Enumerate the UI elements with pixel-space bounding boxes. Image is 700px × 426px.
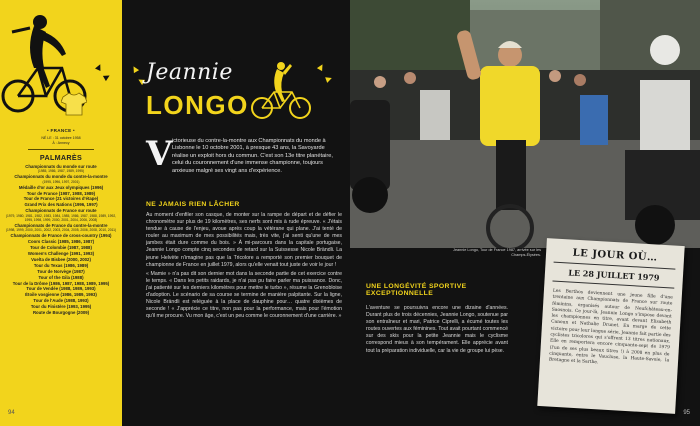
palmares-item bbox=[3, 252, 119, 256]
palmares-item bbox=[3, 258, 119, 262]
newspaper-clipping bbox=[537, 238, 684, 414]
clipping-date: LE 28 JUILLET 1979 bbox=[568, 267, 660, 283]
race-photo-image bbox=[350, 0, 700, 248]
palmares-item-title: Route de Bourgogne (2009) bbox=[32, 310, 90, 316]
palmares-item-title: Tour of the Gila (1988) bbox=[38, 274, 84, 280]
palmares-item-years: (1979, 1980, 1981, 1982, 1983, 1984, 1985, 1986, 1987, 1988, 1989, 1992, 1995, 1998, 1999, 2000, 2001, 2004, 2006, 2008) bbox=[5, 213, 117, 223]
palmares-item bbox=[3, 224, 119, 233]
palmares-item-title: Tour de la Drôme (1986, 1987, 1988, 1989, 1995) bbox=[12, 280, 110, 286]
palmares-item-years: (1985, 1986, 1987, 1989, 1995) bbox=[37, 169, 85, 174]
palmares-item-years: (1995, 1996, 1997, 2001) bbox=[42, 179, 80, 184]
paragraph: Au moment d'enfiler son casque, de monter sur la rampe de départ et de défier le chronomètre sur plus de 19 kilomètres, ses nerfs sont mis à rude épreuve. « J'étais tendue à cause de l'enjeu, avoue après coup la vétérane qui plane. J'ai tenté de rouler au maximum de mes possibilités mais, très vite, j'ai senti qu'une de mes jambes était dure comme du bois. » À mi-parcours dans la capitale portugaise, Jeannie Longo compte cinq secondes de retard sur la Suissesse Nicole Brändli. La jeune Helvète n'imagine pas que la Tricolore a remporté son premier bouquet de championne de France en juillet 1979, alors qu'elle venait tout juste de voir le jour ! bbox=[146, 212, 342, 268]
page-number-left: 94 bbox=[8, 410, 15, 416]
page-number-right: 95 bbox=[683, 410, 690, 416]
palmares-item-title: Tour de l'Aude (1988, 1993) bbox=[33, 298, 89, 304]
cyclist-illustration-icon bbox=[250, 60, 312, 122]
divider bbox=[28, 149, 94, 150]
palmares-item bbox=[3, 203, 119, 207]
race-photo bbox=[350, 0, 700, 248]
palmares-sidebar bbox=[0, 0, 122, 426]
palmares-item-title: Tour de Norvège (1987) bbox=[37, 268, 85, 274]
palmares-item bbox=[3, 197, 119, 201]
clipping-title: LE JOUR OÙ… bbox=[572, 247, 658, 264]
palmares-list bbox=[3, 165, 119, 317]
birth-date: NÉ LE : 31 octobre 1958 bbox=[41, 136, 81, 140]
section-heading-2-line2: EXCEPTIONNELLE bbox=[366, 290, 434, 297]
spark-icon bbox=[103, 73, 111, 81]
article-intro: ictorieuse du contre-la-montre aux Championnats du monde à Lisbonne le 10 octobre 2001, à presque 43 ans, la Savoyarde réalise un exploit hors du commun. C'est son 13e titre planétaire, celui du couronnement d'une immense championne, toujours anxieuse malgré ses vingt ans d'expérience. bbox=[172, 138, 333, 174]
palmares-item bbox=[3, 299, 119, 303]
palmares-item-title: Championnats de France de cross-country (1994) bbox=[10, 233, 112, 239]
photo-caption: Jeannie Longo, Tour de France 1987, arrivée sur les Champs-Élysées. bbox=[453, 248, 541, 257]
clipping-text: Les Berthos deviennent une jeune fille d'une trentaine aux Championnats de France sur route féminins, organisés autour de Neufchâteau-en-Saosnois. Ce jour-là, Jeannie Longo s'impose devant les championnes en titre, avant devant Elisabeth Canoun et Nathalie Drunet. En marge de cette victoire pour leur longue série, Jeannie fait partie des cyclistes tricolores qui s'offrent 13 titres nationaux. Elle en remportera encore cinquante-sept de 1979 (l'un de ses plus beaux titres !) à 2008 en plus de cinquante, entre le Vaucluse, la Haute-Savoie, la Bretagne et la Sarthe. bbox=[548, 288, 673, 366]
article-title-last-name: LONGO bbox=[146, 90, 249, 120]
palmares-item bbox=[3, 311, 119, 315]
palmares-item-title: Tour de France (21 victoires d'étape) bbox=[23, 196, 99, 202]
spark-icon bbox=[95, 63, 103, 71]
palmares-item-title: Championnats du monde du contre-la-montre bbox=[14, 174, 108, 180]
palmares-item bbox=[3, 186, 119, 190]
palmares-item bbox=[3, 264, 119, 268]
palmares-item bbox=[3, 209, 119, 222]
palmares-item-years: (1998, 1999, 2000, 2001, 2002, 2003, 2004, 2005, 2006, 2008, 2010, 2011) bbox=[5, 228, 117, 233]
palmares-item-title: Championnats du monde sur route bbox=[25, 164, 97, 169]
section-heading-2-line1: UNE LONGÉVITÉ SPORTIVE bbox=[366, 283, 467, 290]
palmares-item-title: Women's Challenge (1991, 1993) bbox=[27, 251, 95, 256]
birth-info bbox=[0, 136, 122, 145]
palmares-item bbox=[3, 165, 119, 174]
palmares-item-title: Tour du Texas (1986, 1989) bbox=[33, 262, 89, 268]
palmares-title: PALMARÈS bbox=[39, 153, 83, 162]
palmares-item-title: Tour de Vendée (1988, 1989, 1993) bbox=[26, 286, 96, 292]
palmares-item bbox=[3, 305, 119, 309]
palmares-item bbox=[3, 293, 119, 297]
palmares-item-title: Tour de France (1987, 1988, 1989) bbox=[26, 190, 96, 196]
palmares-item-title: Étoile vosgienne (1986, 1989, 1993) bbox=[25, 292, 97, 298]
palmares-item-title: Tour du Finistère (1993, 1995) bbox=[30, 304, 92, 310]
section-body-2: L'aventure se poursuivra encore une dizaine d'années. Durant plus de trois décennies, Jeannie Longo, soutenue par son entraîneur et mari, Patrice Ciprelli, a écumé toutes les routes ouvertes aux féminines. Tout avait pourtant commencé sur des skis pour la petite Jeannie mais le cyclisme correspond mieux à son tempérament. Elle apprécie avant tout la préparation individuelle, car la vie de groupe lui pèse. bbox=[366, 305, 508, 354]
palmares-item-title: Tour de Colombie (1987, 1988) bbox=[30, 245, 92, 251]
palmares-item-title: Médaille d'or aux Jeux olympiques (1996) bbox=[18, 184, 104, 190]
palmares-item-title: Grand Prix des Nations (1996, 1997) bbox=[24, 202, 98, 208]
palmares-item bbox=[3, 276, 119, 280]
palmares-item bbox=[3, 192, 119, 196]
palmares-item bbox=[3, 282, 119, 286]
section-heading-1: NE JAMAIS RIEN LÂCHER bbox=[146, 201, 240, 208]
palmares-item bbox=[3, 175, 119, 184]
section-body-1 bbox=[146, 212, 342, 322]
palmares-item bbox=[3, 234, 119, 238]
section-heading-2 bbox=[366, 283, 467, 297]
palmares-item-title: Coors Classic (1985, 1986, 1987) bbox=[27, 239, 95, 245]
palmares-item bbox=[3, 287, 119, 291]
palmares-item bbox=[3, 246, 119, 250]
country-label: • FRANCE • bbox=[47, 128, 75, 133]
drop-cap: V bbox=[146, 134, 173, 174]
paragraph: « Mamie » n'a pas dit son dernier mot dans la seconde partie de cet exercice contre le temps. « Dans les petits raidards, je n'ai pas pu faire parler ma puissance. Donc, j'ai patienté sur les derniers kilomètres pour mettre le turbo », résume la Grenobloise d'adoption. Le scénario de sa course se termine de manière palpitante. Sur la ligne, Nicole Brändli est reléguée à la place de dauphine pour… quatre dixièmes de seconde ! « J'apprécie ce titre, non pas pour la performance, mais pour l'émotion qu'il me procure. Vu mon âge, c'est un peu comme le couronnement d'une carrière. » bbox=[146, 270, 342, 320]
palmares-item bbox=[3, 270, 119, 274]
palmares-item-title: Vuelta de Bisbee (2000, 2002) bbox=[31, 256, 91, 262]
palmares-item-title: Championnats de France du contre-la-montre bbox=[14, 222, 108, 228]
palmares-item-title: Championnats de France sur route bbox=[25, 208, 97, 214]
yellow-jersey-icon bbox=[61, 92, 87, 116]
palmares-item bbox=[3, 240, 119, 244]
birth-place: À : Annecy bbox=[52, 140, 70, 145]
article-title-first-name: Jeannie bbox=[146, 60, 233, 85]
